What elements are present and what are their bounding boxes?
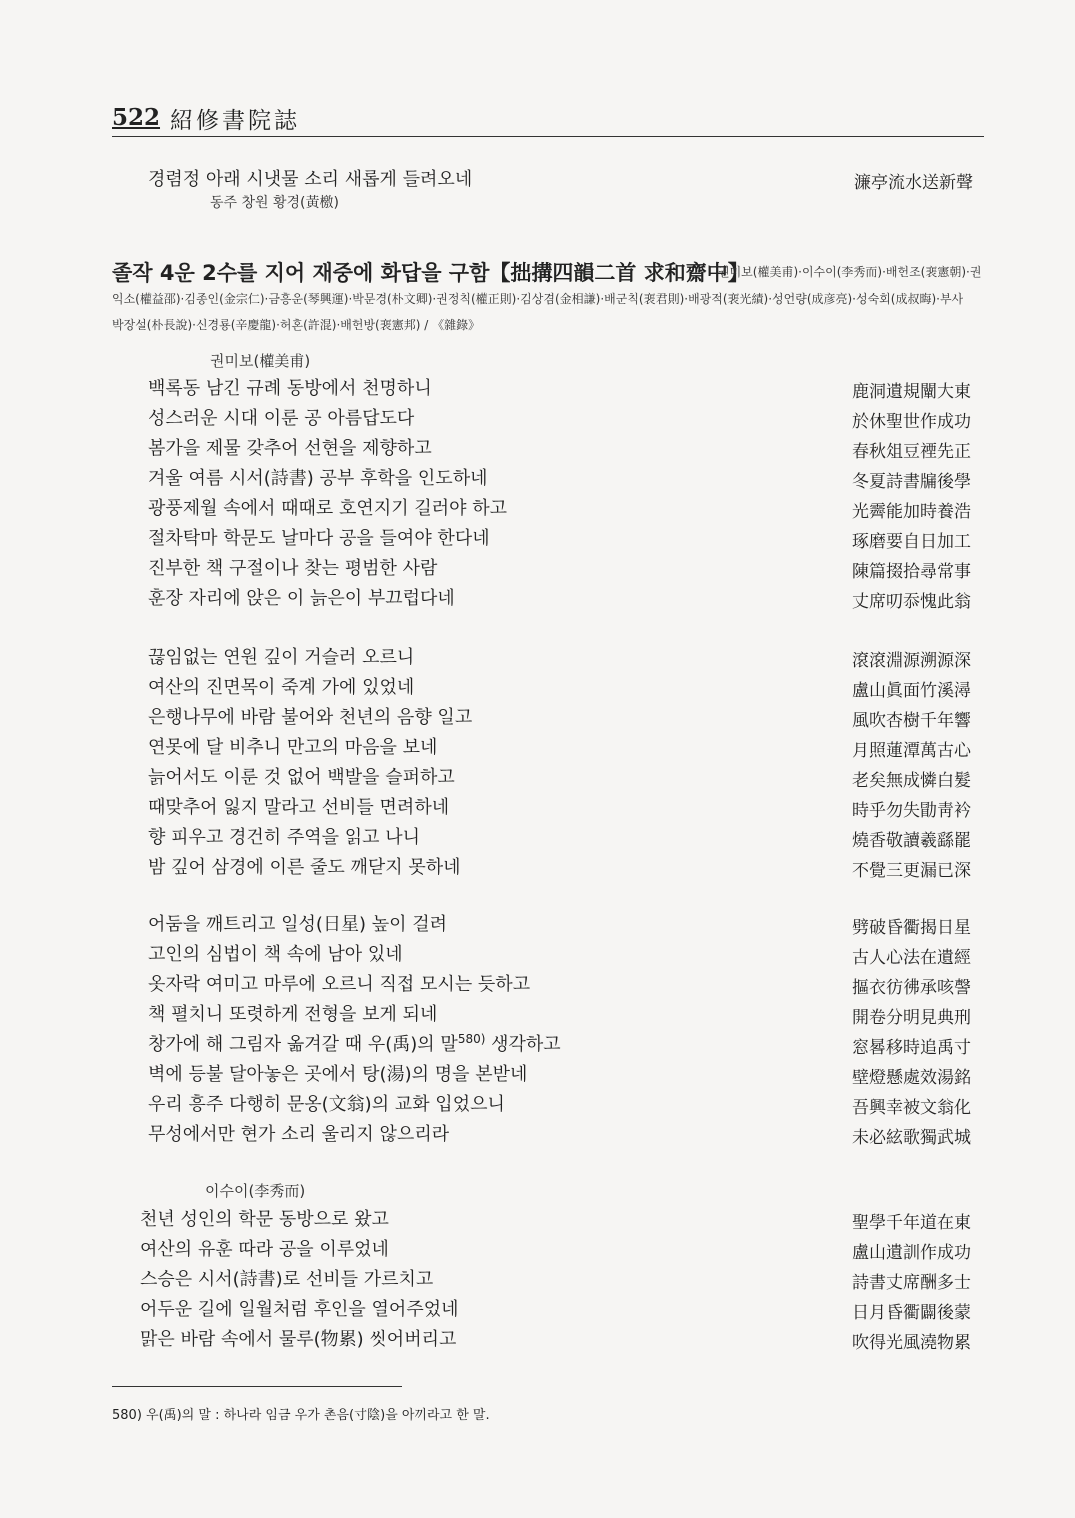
poem-korean-text: 무성에서만 현가 소리 울리지 않으리라 bbox=[148, 1124, 450, 1145]
poet-name: 이수이(李秀而) bbox=[205, 1182, 306, 1200]
poem-chinese-line: 日月昏衢闢後蒙 bbox=[852, 1303, 971, 1323]
poem-chinese-line: 陳篇掇拾尋常事 bbox=[852, 562, 971, 582]
poem-korean-line bbox=[140, 1205, 389, 1231]
poem-korean-line bbox=[148, 434, 432, 460]
poem-chinese-line: 風吹杏樹千年響 bbox=[852, 711, 971, 731]
poem-korean-line bbox=[140, 1265, 433, 1291]
poem-chinese-line: 冬夏詩書牖後學 bbox=[852, 472, 971, 492]
poem-korean-text: 여산의 진면목이 죽계 가에 있었네 bbox=[148, 677, 415, 698]
poem-korean-line bbox=[148, 404, 414, 430]
poem-korean-text: 늙어서도 이룬 것 없어 백발을 슬퍼하고 bbox=[148, 767, 455, 788]
poem-korean-line bbox=[148, 554, 437, 580]
poem-korean-text: 우리 흥주 다행히 문옹(文翁)의 교화 입었으니 bbox=[148, 1094, 505, 1115]
poem-chinese-line: 琢磨要自日加工 bbox=[852, 532, 971, 552]
poem-korean-text: 고인의 심법이 책 속에 남아 있네 bbox=[148, 944, 403, 965]
poem-chinese-line: 丈席叨忝愧此翁 bbox=[852, 592, 971, 612]
poem-chinese-line: 吾興幸被文翁化 bbox=[852, 1098, 971, 1118]
poem-korean-text: 어둠을 깨트리고 일성(日星) 높이 걸려 bbox=[148, 914, 447, 935]
poem-korean-line bbox=[148, 494, 507, 520]
poem-chinese-line: 月照蓮潭萬古心 bbox=[852, 741, 971, 761]
poem-korean-line bbox=[148, 374, 432, 400]
running-header bbox=[112, 102, 984, 137]
poem-korean-text: 향 피우고 경건히 주역을 읽고 나니 bbox=[148, 827, 421, 848]
participants-line-3: 박장설(朴長說)·신경룡(辛慶龍)·허혼(許混)·배헌방(裵憲邦) / 《雜錄》 bbox=[112, 318, 481, 332]
poem-korean-line bbox=[140, 1235, 389, 1261]
poem-korean-text: 창가에 해 그림자 옮겨갈 때 우(禹)의 말 bbox=[148, 1034, 458, 1055]
poem-korean-line bbox=[148, 703, 472, 729]
poem-korean-line bbox=[148, 970, 530, 996]
poem-korean-line bbox=[140, 1295, 458, 1321]
poem-korean-line bbox=[148, 940, 403, 966]
poem-chinese-line: 古人心法在遺經 bbox=[852, 948, 971, 968]
poem-korean-line bbox=[148, 464, 487, 490]
poem-korean-line bbox=[140, 1325, 456, 1351]
poem-chinese-line: 開卷分明見典刑 bbox=[852, 1008, 971, 1028]
footnote bbox=[112, 1404, 490, 1423]
poem-korean-text: 백록동 남긴 규례 동방에서 천명하니 bbox=[148, 378, 432, 399]
poem-korean-text: 어두운 길에 일월처럼 후인을 열어주었네 bbox=[140, 1299, 459, 1320]
poem-korean-text: 맑은 바람 속에서 물루(物累) 씻어버리고 bbox=[140, 1329, 457, 1350]
poem-chinese-line: 時乎勿失勖靑衿 bbox=[852, 801, 971, 821]
poem-korean-text: 절차탁마 학문도 날마다 공을 들여야 한다네 bbox=[148, 528, 490, 549]
poem-chinese-line: 於休聖世作成功 bbox=[852, 412, 971, 432]
poem-korean-text: 때맞추어 잃지 말라고 선비들 면려하네 bbox=[148, 797, 450, 818]
intro-attribution: 동주 창원 황경(黃檄) bbox=[210, 195, 339, 211]
poem-korean-text: 여산의 유훈 따라 공을 이루었네 bbox=[140, 1239, 389, 1260]
poem-chinese-line: 不覺三更漏已深 bbox=[852, 861, 971, 881]
poem-korean-line bbox=[148, 1060, 527, 1086]
poem-korean-line bbox=[148, 1090, 505, 1116]
poem-korean-text: 스승은 시서(詩書)로 선비들 가르치고 bbox=[140, 1269, 434, 1290]
page-number: 522 bbox=[112, 104, 161, 131]
poem-korean-line bbox=[148, 853, 461, 879]
poem-korean-text: 훈장 자리에 앉은 이 늙은이 부끄럽다네 bbox=[148, 588, 455, 609]
poem-korean-line bbox=[148, 733, 437, 759]
poem-korean-text: 끊임없는 연원 깊이 거슬러 오르니 bbox=[148, 647, 415, 668]
poem-korean-text: 옷자락 여미고 마루에 오르니 직접 모시는 듯하고 bbox=[148, 974, 531, 995]
poem-chinese-line: 燒香敬讀羲繇罷 bbox=[852, 831, 971, 851]
intro-chinese-line: 濂亭流水送新聲 bbox=[854, 173, 973, 193]
poem-korean-text: 벽에 등불 달아놓은 곳에서 탕(湯)의 명을 본받네 bbox=[148, 1064, 528, 1085]
poem-korean-text: 연못에 달 비추니 만고의 마음을 보네 bbox=[148, 737, 438, 758]
poem-korean-text: 천년 성인의 학문 동방으로 왔고 bbox=[140, 1209, 389, 1230]
footnote-reference: 580) bbox=[457, 1032, 486, 1046]
poem-korean-line bbox=[148, 524, 490, 550]
footnote-text: 우(禹)의 말 : 하나라 임금 우가 촌음(寸陰)을 아끼라고 한 말. bbox=[146, 1408, 490, 1423]
poem-chinese-line: 鹿洞遺規闡大東 bbox=[852, 382, 971, 402]
poem-korean-line bbox=[148, 1000, 437, 1026]
poem-chinese-line: 劈破昏衢揭日星 bbox=[852, 918, 971, 938]
poem-korean-text-continued: 생각하고 bbox=[485, 1034, 561, 1055]
poem-chinese-line: 光霽能加時養浩 bbox=[852, 502, 971, 522]
poem-chinese-line: 壁燈懸處效湯銘 bbox=[852, 1068, 971, 1088]
poem-korean-line bbox=[148, 643, 414, 669]
poem-korean-line bbox=[148, 793, 449, 819]
poem-korean-text: 진부한 책 구절이나 찾는 평범한 사람 bbox=[148, 558, 438, 579]
poem-korean-text: 봄가을 제물 갖추어 선현을 제향하고 bbox=[148, 438, 432, 459]
poem-chinese-line: 吹得光風澆物累 bbox=[852, 1333, 971, 1353]
poem-chinese-line: 聖學千年道在東 bbox=[852, 1213, 971, 1233]
poem-korean-line bbox=[148, 1120, 449, 1146]
poem-korean-text: 은행나무에 바람 불어와 천년의 음향 일고 bbox=[148, 707, 473, 728]
poem-korean-text: 밤 깊어 삼경에 이른 줄도 깨닫지 못하네 bbox=[148, 857, 461, 878]
book-title: 紹修書院誌 bbox=[170, 108, 300, 134]
section-title: 졸작 4운 2수를 지어 재중에 화답을 구함【拙搆四韻二首 求和齋中】 bbox=[112, 261, 749, 285]
footnote-number: 580) bbox=[112, 1408, 142, 1423]
poem-korean-text: 광풍제월 속에서 때때로 호연지기 길러야 하고 bbox=[148, 498, 507, 519]
poet-name: 권미보(權美甫) bbox=[210, 352, 311, 370]
intro-korean-line: 경렴정 아래 시냇물 소리 새롭게 들려오네 bbox=[148, 169, 473, 190]
participants-line-1: 권미보(權美甫)·이수이(李秀而)·배헌조(裵憲朝)·권 bbox=[718, 265, 982, 279]
poem-korean-line bbox=[148, 763, 455, 789]
poem-korean-line bbox=[148, 1030, 561, 1056]
footnote-divider bbox=[112, 1386, 402, 1387]
poem-korean-text: 책 펼치니 또렷하게 전형을 보게 되네 bbox=[148, 1004, 438, 1025]
poem-korean-line bbox=[148, 823, 420, 849]
poem-chinese-line: 老矣無成憐白髮 bbox=[852, 771, 971, 791]
poem-korean-text: 성스러운 시대 이룬 공 아름답도다 bbox=[148, 408, 415, 429]
poem-korean-line bbox=[148, 910, 447, 936]
poem-korean-line bbox=[148, 584, 455, 610]
poem-korean-text: 겨울 여름 시서(詩書) 공부 후학을 인도하네 bbox=[148, 468, 488, 489]
poem-chinese-line: 春秋俎豆禋先正 bbox=[852, 442, 971, 462]
poem-chinese-line: 盧山眞面竹溪潯 bbox=[852, 681, 971, 701]
poem-korean-line bbox=[148, 673, 414, 699]
participants-line-2: 익소(權益邵)·김종인(金宗仁)·금흥운(琴興運)·박문경(朴文卿)·권정칙(權正則)·김상겸(金相謙)·배군칙(裵君則)·배광적(裵光績)·성언량(成彦亮)·성숙회(成叔晦)·부사 bbox=[112, 292, 964, 306]
poem-chinese-line: 窓晷移時追禹寸 bbox=[852, 1038, 971, 1058]
poem-chinese-line: 盧山遺訓作成功 bbox=[852, 1243, 971, 1263]
poem-chinese-line: 未必絃歌獨武城 bbox=[852, 1128, 971, 1148]
poem-chinese-line: 摳衣彷彿承咳謦 bbox=[852, 978, 971, 998]
poem-chinese-line: 詩書丈席酬多士 bbox=[852, 1273, 971, 1293]
poem-chinese-line: 滾滾淵源溯源深 bbox=[852, 651, 971, 671]
